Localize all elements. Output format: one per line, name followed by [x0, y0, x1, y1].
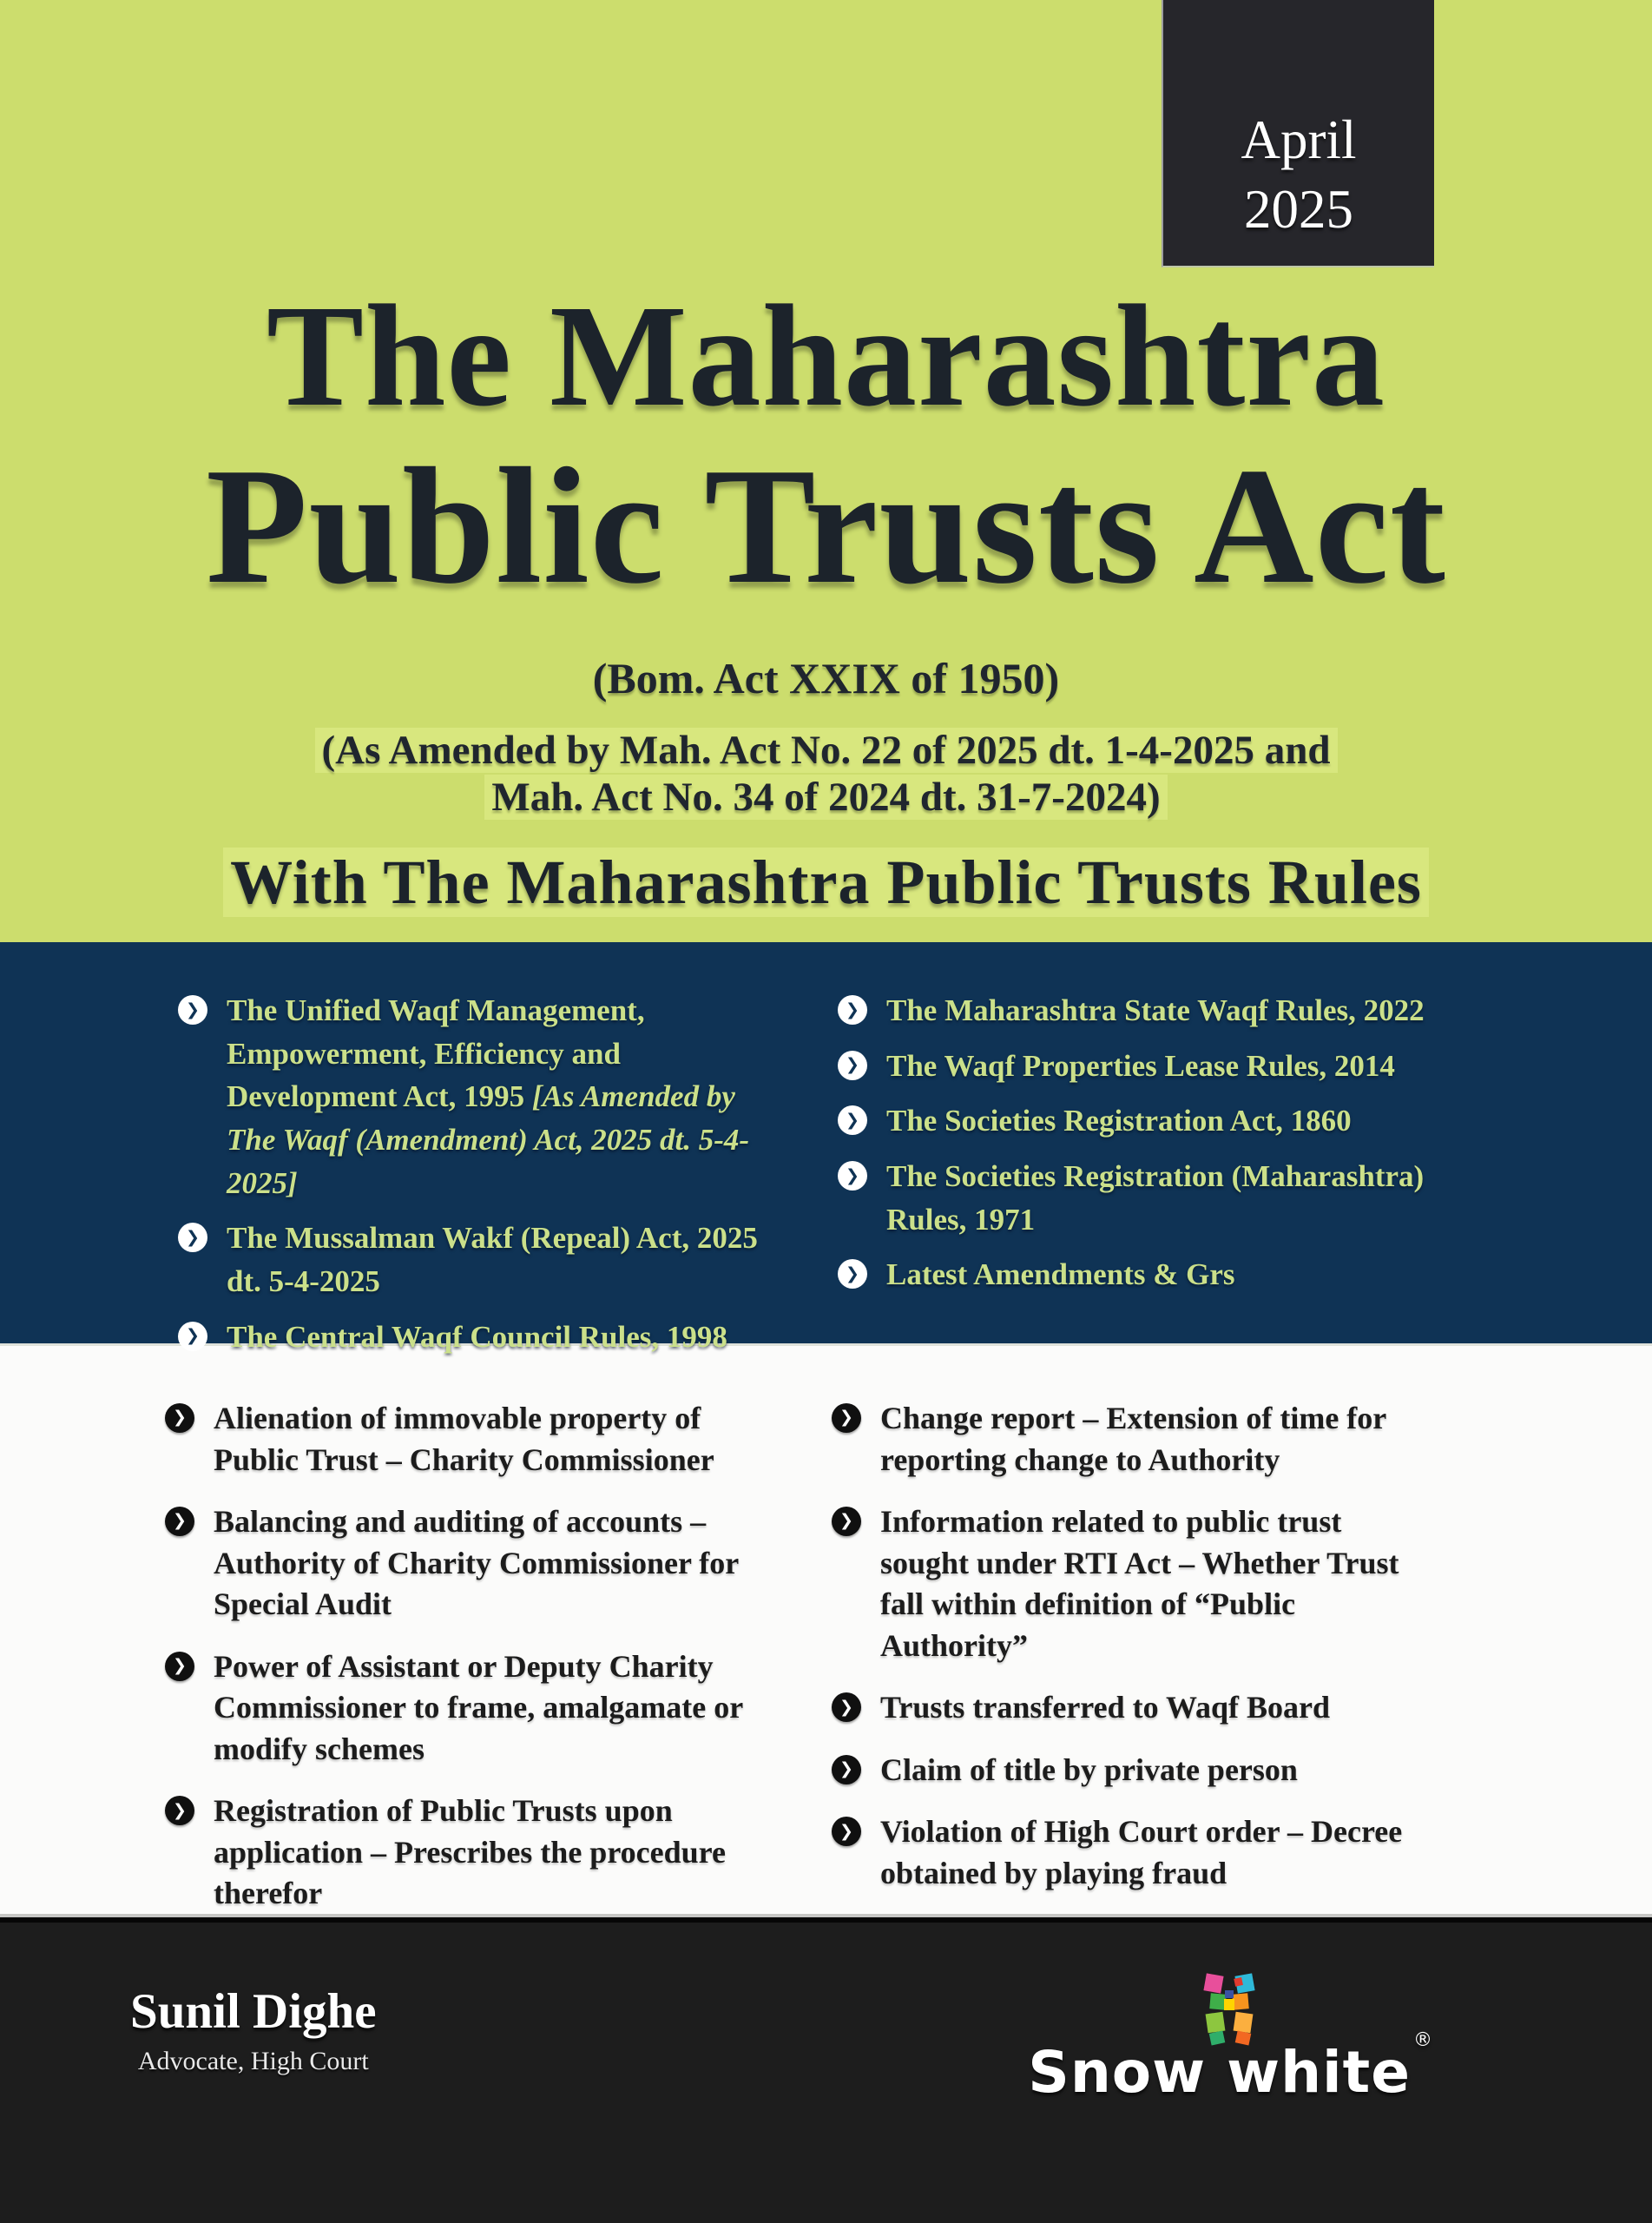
chevron-bullet-icon: ❯ [838, 1105, 867, 1135]
amendment-note-line2: Mah. Act No. 34 of 2024 dt. 31-7-2024) [484, 775, 1167, 820]
chevron-bullet-icon: ❯ [165, 1796, 194, 1825]
list-item [178, 1316, 786, 1359]
edition-date-badge [1162, 0, 1434, 267]
list-item [165, 1791, 773, 1915]
act-reference: (Bom. Act XXIX of 1950) [592, 654, 1060, 703]
list-item-text: Alienation of immovable property of Public Trust – Charity Commissioner [214, 1401, 714, 1477]
list-item-text: Change report – Extension of time for reporting change to Authority [880, 1401, 1386, 1477]
list-item-text: The Mussalman Wakf (Repeal) Act, 2025 dt. 5-4-2025 [227, 1221, 758, 1299]
list-item [832, 1687, 1431, 1729]
book-title-line1: The Maharashtra [267, 275, 1385, 437]
list-item-text: The Unified Waqf Management, Empowerment, Efficiency and Development Act, 1995 [As Amended by The Waqf (Amendment) Act, 2025 dt. 5-4-2025] [227, 993, 750, 1200]
publisher-block [1028, 1973, 1433, 2106]
list-item-text: Trusts transferred to Waqf Board [880, 1690, 1330, 1725]
list-item [838, 1253, 1463, 1296]
book-title-line2: Public Trusts Act [206, 433, 1446, 618]
snow-white-logo-icon [1184, 1973, 1274, 2049]
chevron-bullet-icon: ❯ [832, 1755, 861, 1784]
list-item [838, 989, 1463, 1032]
list-item [832, 1501, 1431, 1666]
list-item-text: Balancing and auditing of accounts – Authority of Charity Commissioner for Special Audit [214, 1504, 739, 1622]
list-item [178, 989, 786, 1204]
author-designation: Advocate, High Court [137, 2046, 369, 2075]
author-block [130, 1973, 377, 2076]
list-item-text: Latest Amendments & Grs [886, 1257, 1235, 1292]
badge-month: April [1241, 109, 1357, 170]
chevron-bullet-icon: ❯ [178, 995, 207, 1025]
author-name: Sunil Dighe [130, 1984, 377, 2039]
list-item-text: Violation of High Court order – Decree obtained by playing fraud [880, 1814, 1403, 1890]
chevron-bullet-icon: ❯ [178, 1322, 207, 1351]
list-item-text: Claim of title by private person [880, 1751, 1298, 1787]
registered-trademark-icon: ® [1413, 2029, 1433, 2051]
list-item-text: The Waqf Properties Lease Rules, 2014 [886, 1048, 1395, 1083]
included-acts-left-column [178, 989, 786, 1371]
list-item [838, 1155, 1463, 1241]
list-item-text: The Central Waqf Council Rules, 1998 [227, 1319, 727, 1354]
list-item [838, 1099, 1463, 1143]
chevron-bullet-icon: ❯ [838, 995, 867, 1025]
list-item-text: The Maharashtra State Waqf Rules, 2022 [886, 993, 1425, 1027]
chevron-bullet-icon: ❯ [832, 1817, 861, 1846]
chevron-bullet-icon: ❯ [838, 1051, 867, 1080]
chevron-bullet-icon: ❯ [838, 1259, 867, 1289]
badge-year: 2025 [1244, 179, 1353, 241]
chevron-bullet-icon: ❯ [832, 1507, 861, 1536]
topics-right-column [832, 1398, 1431, 1936]
chevron-bullet-icon: ❯ [838, 1161, 867, 1191]
list-item-text: Registration of Public Trusts upon application – Prescribes the procedure therefor [214, 1793, 726, 1911]
list-item [838, 1045, 1463, 1088]
list-item-text: Information related to public trust sought under RTI Act – Whether Trust fall within definition of “Public Authority” [880, 1504, 1399, 1663]
list-item [832, 1750, 1431, 1791]
list-item-text: The Societies Registration (Maharashtra) Rules, 1971 [886, 1159, 1425, 1237]
included-acts-section [0, 942, 1652, 1354]
chevron-bullet-icon: ❯ [165, 1507, 194, 1536]
list-item [832, 1811, 1431, 1894]
list-item-text: Power of Assistant or Deputy Charity Commissioner to frame, amalgamate or modify schemes [214, 1648, 743, 1766]
subtitle-with-rules: With The Maharashtra Public Trusts Rules [0, 847, 1652, 919]
list-item [178, 1217, 786, 1303]
included-acts-right-column [838, 989, 1463, 1371]
amendment-note-line1: (As Amended by Mah. Act No. 22 of 2025 dt. 1-4-2025 and [315, 728, 1338, 773]
chevron-bullet-icon: ❯ [165, 1403, 194, 1433]
chevron-bullet-icon: ❯ [832, 1403, 861, 1433]
list-item [165, 1646, 773, 1771]
amendment-note [0, 728, 1652, 821]
list-item [165, 1398, 773, 1481]
list-item [832, 1398, 1431, 1481]
list-item-text: The Societies Registration Act, 1860 [886, 1104, 1352, 1138]
cover-top-section [0, 0, 1652, 942]
list-item [165, 1501, 773, 1626]
publisher-name: Snow white ® [1028, 2029, 1433, 2106]
chevron-bullet-icon: ❯ [178, 1223, 207, 1252]
footer-section [0, 1917, 1652, 2223]
chevron-bullet-icon: ❯ [832, 1692, 861, 1722]
topics-section [0, 1346, 1652, 1914]
topics-left-column [165, 1398, 773, 1936]
chevron-bullet-icon: ❯ [165, 1652, 194, 1681]
